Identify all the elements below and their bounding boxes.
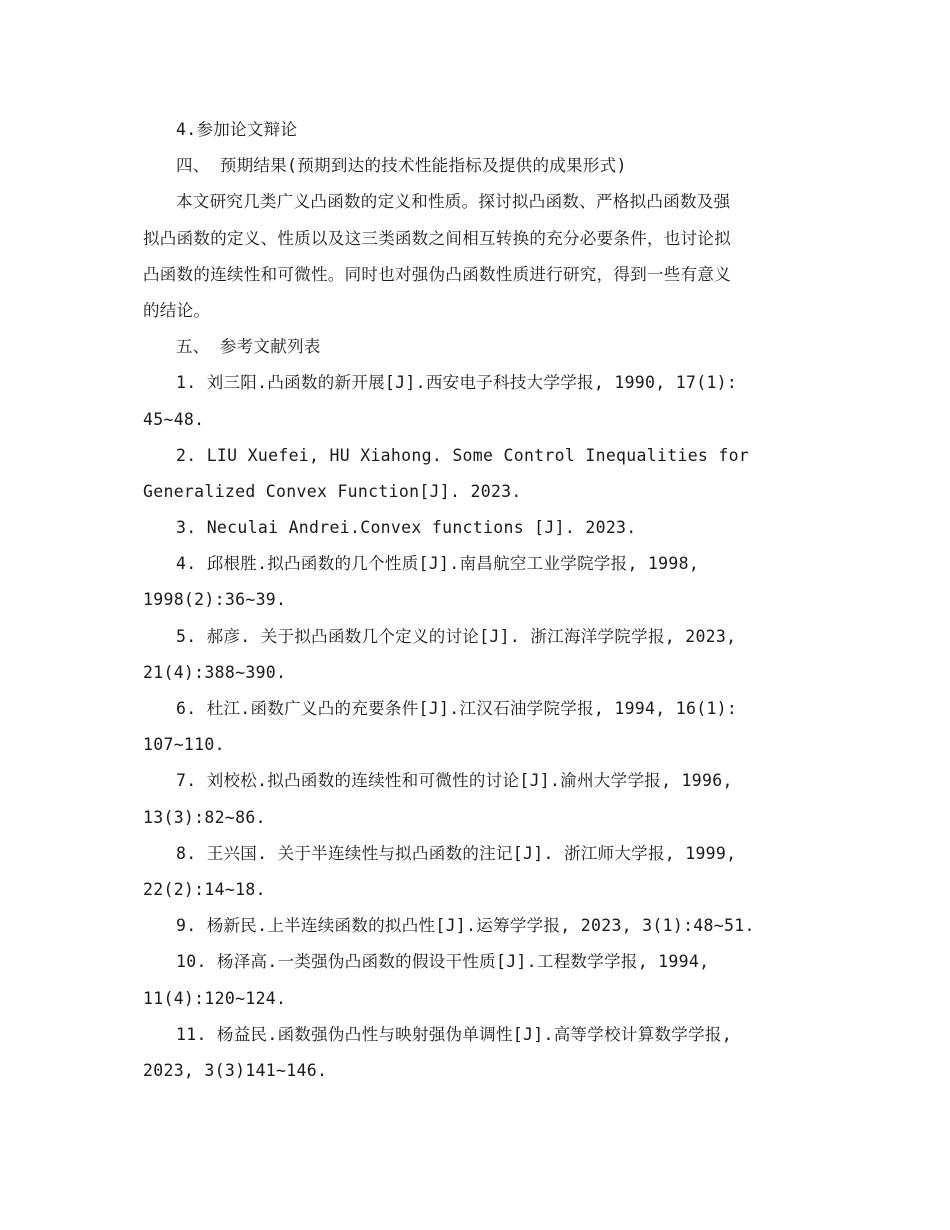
reference-line: 13(3):82~86. bbox=[143, 807, 266, 827]
reference-line: 3. Neculai Andrei.Convex functions [J]. 2023. bbox=[176, 518, 637, 538]
reference-line: 107~110. bbox=[143, 735, 225, 755]
reference-line: 11. 杨益民.函数强伪凸性与映射强伪单调性[J].高等学校计算数学学报, bbox=[176, 1024, 732, 1044]
reference-item bbox=[143, 908, 808, 944]
reference-line: 7. 刘校松.拟凸函数的连续性和可微性的讨论[J].渝州大学学报, 1996, bbox=[176, 771, 733, 791]
reference-item bbox=[143, 836, 808, 908]
paragraph-line: 凸函数的连续性和可微性。同时也对强伪凸函数性质进行研究，得到一些有意义 bbox=[143, 264, 731, 284]
reference-line: 9. 杨新民.上半连续函数的拟凸性[J].运筹学学报, 2023, 3(1):48~51. bbox=[176, 916, 755, 936]
paragraph-line: 拟凸函数的定义、性质以及这三类函数之间相互转换的充分必要条件，也讨论拟 bbox=[143, 228, 731, 248]
reference-item bbox=[143, 763, 808, 835]
reference-list bbox=[143, 365, 808, 1089]
document-body bbox=[143, 112, 808, 1089]
section-heading-references: 五、 参考文献列表 bbox=[176, 337, 321, 357]
reference-line: 22(2):14~18. bbox=[143, 879, 266, 899]
reference-line: 5. 郝彦. 关于拟凸函数几个定义的讨论[J]. 浙江海洋学院学报, 2023, bbox=[176, 626, 737, 646]
reference-item bbox=[143, 1017, 808, 1089]
reference-item bbox=[143, 365, 808, 437]
reference-line: 21(4):388~390. bbox=[143, 662, 287, 682]
reference-item bbox=[143, 438, 808, 510]
reference-line: 6. 杜江.函数广义凸的充要条件[J].江汉石油学院学报, 1994, 16(1): bbox=[176, 699, 738, 718]
reference-item bbox=[143, 944, 808, 1016]
reference-line: 2. LIU Xuefei, HU Xiahong. Some Control Inequalities for bbox=[176, 445, 750, 465]
section-heading-expected-results: 四、 预期结果(预期到达的技术性能指标及提供的成果形式) bbox=[176, 156, 627, 176]
reference-line: 10. 杨泽高.一类强伪凸函数的假设干性质[J].工程数学学报, 1994, bbox=[176, 952, 710, 972]
reference-line: 11(4):120~124. bbox=[143, 988, 287, 1008]
reference-line: 1. 刘三阳.凸函数的新开展[J].西安电子科技大学学报, 1990, 17(1): bbox=[176, 373, 738, 393]
list-item-debate: 4.参加论文辩论 bbox=[176, 120, 298, 139]
reference-line: 4. 邱根胜.拟凸函数的几个性质[J].南昌航空工业学院学报, 1998, bbox=[176, 554, 700, 574]
reference-item bbox=[143, 619, 808, 691]
expected-results-paragraph bbox=[143, 184, 808, 329]
paragraph-line: 本文研究几类广义凸函数的定义和性质。探讨拟凸函数、严格拟凸函数及强 bbox=[176, 192, 731, 212]
reference-item bbox=[143, 546, 808, 618]
reference-line: Generalized Convex Function[J]. 2023. bbox=[143, 481, 522, 501]
reference-line: 8. 王兴国. 关于半连续性与拟凸函数的注记[J]. 浙江师大学报, 1999, bbox=[176, 843, 737, 863]
reference-line: 45~48. bbox=[143, 409, 205, 429]
reference-item bbox=[143, 691, 808, 763]
paragraph-line: 的结论。 bbox=[143, 300, 211, 320]
reference-item bbox=[143, 510, 808, 546]
reference-line: 2023, 3(3)141~146. bbox=[143, 1060, 328, 1080]
reference-line: 1998(2):36~39. bbox=[143, 590, 287, 610]
